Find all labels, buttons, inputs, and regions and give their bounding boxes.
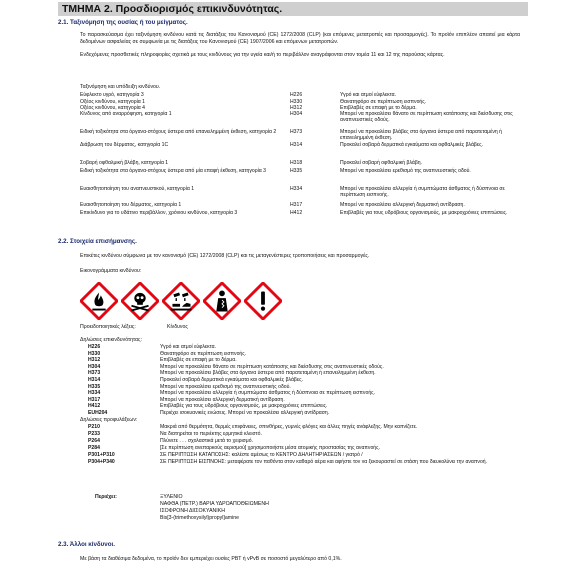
hazard-text: Μπορεί να προκαλέσει βλάβες στα όργανα ύστερα από παρατεταμένη ή επανειλημμένη έκθεση.: [340, 129, 502, 142]
hazard-statement-code: H334: [88, 390, 101, 397]
hazard-statement-text: Υγρό και ατμοί εύφλεκτα.: [160, 344, 217, 350]
hazard-class: Ειδική τοξικότητα στα όργανα-στόχους ύστερα από μία επαφή έκθεση, κατηγορία 3: [80, 168, 266, 174]
hazard-text: Μπορεί να προκαλέσει αλλεργία ή συμπτώματα άσθματος ή δύσπνοια σε περίπτωση εισπνοής.: [340, 186, 505, 199]
hazard-code: H335: [290, 168, 303, 174]
additional-info-paragraph: Ενδεχόμενες προσθετικές πληροφορίες σχετικά με τους κινδύνους για την υγεία και/ή το περιβάλλον αναγράφονται στον τομέα 11 και 12 της παρούσας κάρτας.: [80, 52, 445, 58]
classification-title: Ταξινόμηση και υπόδειξη κινδύνου.: [80, 84, 161, 90]
precaution-text: ΣΕ ΠΕΡΙΠΤΩΣΗ ΚΑΤΑΠΟΣΗΣ: καλέστε αμέσως το ΚΕΝΤΡΟ ΔΗΛΗΤΗΡΙΑΣΕΩΝ / γιατρό /: [160, 452, 363, 458]
labelling-intro: Επικέτες κινδύνου σύμφωνα με τον κανονισμό (CE) 1272/2008 (CLP) και τις μεταγενέστερες τροποποιήσεις και προσαρμογές.: [80, 253, 370, 259]
hazard-statement-text: Μπορεί να προκαλέσει αλλεργική δερματική αντίδραση.: [160, 396, 285, 403]
hazard-code: H226: [290, 92, 303, 98]
hazard-code: H334: [290, 186, 303, 192]
flame-icon: [80, 282, 118, 320]
precaution-text: Να διατηρείται το περιέκτης ερμητικά κλειστό.: [160, 431, 262, 437]
section-title: ΤΜΗΜΑ 2. Προσδιορισμός επικινδυνότητας.: [58, 2, 528, 16]
hazard-class: Ειδική τοξικότητα στα όργανα-στόχους ύστερα από επανειλημμένη έκθεση, κατηγορία 2: [80, 129, 277, 135]
precaution-code: P210: [88, 424, 100, 430]
contained-substance: Bis[3-(trimethoxysilyl)propyl]amine: [160, 515, 239, 521]
exclamation-icon: [244, 282, 282, 320]
hazard-statement-text: Μπορεί να προκαλέσει θάνατο σε περίπτωση κατάποσης και διείσδυσης στις αναπνευστικές οδούς.: [160, 363, 384, 370]
hazard-statement-code: H317: [88, 396, 101, 403]
hazard-code: H317: [290, 202, 303, 208]
hazard-class: Ευαισθητοποίηση του δέρματος, κατηγορία 1: [80, 202, 182, 208]
hazard-statement-code: H330: [88, 350, 101, 357]
pictograms-label: Εικονογράμματα κινδύνου:: [80, 268, 142, 274]
contains-label: Περιέχει:: [95, 494, 117, 500]
hazard-statement-code: H373: [88, 370, 101, 377]
precaution-text: [Σε περίπτωση ανεπαρκούς αερισμού] χρησιμοποιήστε μέσα ατομικής προστασίας της αναπνοής.: [160, 445, 380, 451]
hazard-statement-code: H335: [88, 383, 101, 390]
hazard-code: H318: [290, 160, 303, 166]
corrosion-icon: [162, 282, 200, 320]
classification-paragraph: Το παρασκεύασμα έχει ταξινόμηση κινδύνου κατά τις διατάξεις του Κανονισμού (CE) 1272/2008 (CLP) (και επόμενες μετατροπές και προσαρμογές). Το προϊόν επιπλέον απαιτεί μια κάρτα δεδομένων ασφαλείας σε συμφωνία με τις διατάξεις του Κανονισμού (CE) 1907/2006 και επόμενων μετατροπών.: [80, 32, 520, 45]
hazard-text: Υγρό και ατμοί εύφλεκτα.: [340, 92, 397, 98]
precaution-code: P264: [88, 438, 100, 444]
signal-word-label: Προειδοποιητικές λέξεις:: [80, 324, 136, 330]
hazard-code: H314: [290, 142, 303, 148]
hazard-code: H330: [290, 99, 303, 105]
hazard-statement-text: Περιέχει ισοκυανικές ενώσεις. Μπορεί να προκαλέσει αλλεργική αντίδραση.: [160, 410, 330, 416]
precaution-code: P284: [88, 445, 100, 451]
hazard-statement-code: EUH204: [88, 410, 108, 416]
hazard-class: Ευαισθητοποίηση του αναπνευστικού, κατηγορία 1: [80, 186, 195, 192]
hazard-class: Κίνδυνος από αναρρόφηση, κατηγορία 1: [80, 111, 172, 117]
health-hazard-icon: [203, 282, 241, 320]
hazard-code: H312: [290, 105, 303, 111]
hazard-text: Μπορεί να προκαλέσει αλλεργική δερματική αντίδραση.: [340, 202, 465, 208]
hazard-statement-text: Μπορεί να προκαλέσει ερεθισμό της αναπνευστικής οδού.: [160, 383, 291, 390]
hazard-statement-text: Προκαλεί σοβαρά δερματικά εγκαύματα και οφθαλμικές βλάβες.: [160, 377, 304, 383]
hazard-text: Θανατηφόρο σε περίπτωση εισπνοής.: [340, 99, 427, 105]
hazard-text: Επιβλαβές σε επαφή με το δέρμα.: [340, 105, 417, 111]
hazard-text: Προκαλεί σοβαρή οφθαλμική βλάβη.: [340, 160, 423, 166]
hazard-class: Οξέος κινδύνου, κατηγορία 1: [80, 99, 145, 105]
hazard-statement-code: H312: [88, 357, 101, 364]
hazard-statement-text: Μπορεί να προκαλέσει βλάβες στα όργανα ύστερα από παρατεταμένη ή επανειλημμένη έκθεση.: [160, 370, 376, 377]
precautionary-statements-label: Δηλώσεις προφυλάξεων:: [80, 417, 138, 423]
other-hazards-text: Με βάση τα διαθέσιμα δεδομένα, το προϊόν δεν εμπεριέχει ουσίες PBT ή vPvB σε ποσοστό μεγαλύτερο από 0,1%.: [80, 556, 342, 562]
hazard-statement-code: H314: [88, 377, 101, 383]
hazard-class: Επικίνδυνο για το υδάτινο περιβάλλον, χρόνιου κινδύνου, κατηγορία 3: [80, 210, 238, 216]
hazard-statement-text: Θανατηφόρο σε περίπτωση εισπνοής.: [160, 350, 247, 357]
contained-substance: ΝΑΦΘΑ (ΠΕΤΡ.) ΒΑΡΙΑ ΥΔΡΟΑΠΟΘΕΙΩΜΕΝΗ: [160, 501, 269, 507]
signal-word: Κίνδυνος: [167, 324, 188, 330]
hazard-statement-text: Επιβλαβές για τους υδρόβιους οργανισμούς, με μακροχρόνιες επιπτώσεις.: [160, 403, 328, 410]
hazard-class: Σοβαρή οφθαλμική βλάβη, κατηγορία 1: [80, 160, 169, 166]
heading-2-3: 2.3. Άλλοι κίνδυνοι.: [58, 541, 115, 548]
precaution-text: Μακριά από θερμότητα, θερμές επιφάνειες, σπινθήρες, γυμνές φλόγες και άλλες πηγές ανάφλεξης. Μην καπνίζετε.: [160, 424, 418, 430]
precaution-text: Πλύνετε . . . σχολαστικά μετά το χειρισμό.: [160, 438, 253, 444]
heading-2-1: 2.1. Ταξινόμηση της ουσίας ή του μείγματος.: [58, 19, 188, 26]
contained-substance: ΞΥΛΕΝΙΟ: [160, 494, 183, 500]
hazard-class: Διάβρωση του δέρματος, κατηγορία 1C: [80, 142, 169, 148]
contained-substance: ΙΣΟΦΡΟΝΗ ΔΙΙΣΟΚΥΑΝΙΚΗ: [160, 508, 225, 514]
hazard-text: Μπορεί να προκαλέσει θάνατο σε περίπτωση κατάποσης και διείσδυσης στις αναπνευστικές οδούς.: [340, 111, 513, 124]
precaution-code: P304+P340: [88, 459, 115, 465]
hazard-statement-code: H412: [88, 403, 101, 410]
hazard-statement-text: Επιβλαβές σε επαφή με το δέρμα.: [160, 357, 237, 364]
heading-2-2: 2.2. Στοιχεία επισήμανσης.: [58, 238, 137, 245]
hazard-statement-code: H304: [88, 363, 101, 370]
hazard-code: H412: [290, 210, 303, 216]
hazard-class: Οξέος κινδύνου, κατηγορία 4: [80, 105, 145, 111]
skull-icon: [121, 282, 159, 320]
hazard-text: Επιβλαβές για τους υδρόβιους οργανισμούς, με μακροχρόνιες επιπτώσεις.: [340, 210, 508, 216]
precaution-code: P233: [88, 431, 100, 437]
precaution-code: P301+P310: [88, 452, 115, 458]
hazard-statement-code: H226: [88, 344, 101, 350]
hazard-statements-label: Δηλώσεις επικινδυνότητας:: [80, 337, 142, 343]
hazard-code: H373: [290, 129, 303, 135]
hazard-text: Προκαλεί σοβαρά δερματικά εγκαύματα και οφθαλμικές βλάβες.: [340, 142, 484, 148]
hazard-class: Εύφλεκτο υγρό, κατηγορία 3: [80, 92, 144, 98]
precaution-text: ΣΕ ΠΕΡΙΠΤΩΣΗ ΕΙΣΠΝΟΗΣ: μεταφέρατε τον παθόντα στον καθαρό αέρα και αφήστε τον να ξεκουραστεί σε στάση που διευκολύνει την αναπνοή.: [160, 459, 488, 465]
hazard-statement-text: Μπορεί να προκαλέσει αλλεργία ή συμπτώματα άσθματος ή δύσπνοια σε περίπτωση εισπνοής.: [160, 390, 376, 397]
hazard-code: H304: [290, 111, 303, 117]
hazard-text: Μπορεί να προκαλέσει ερεθισμό της αναπνευστικής οδού.: [340, 168, 471, 174]
